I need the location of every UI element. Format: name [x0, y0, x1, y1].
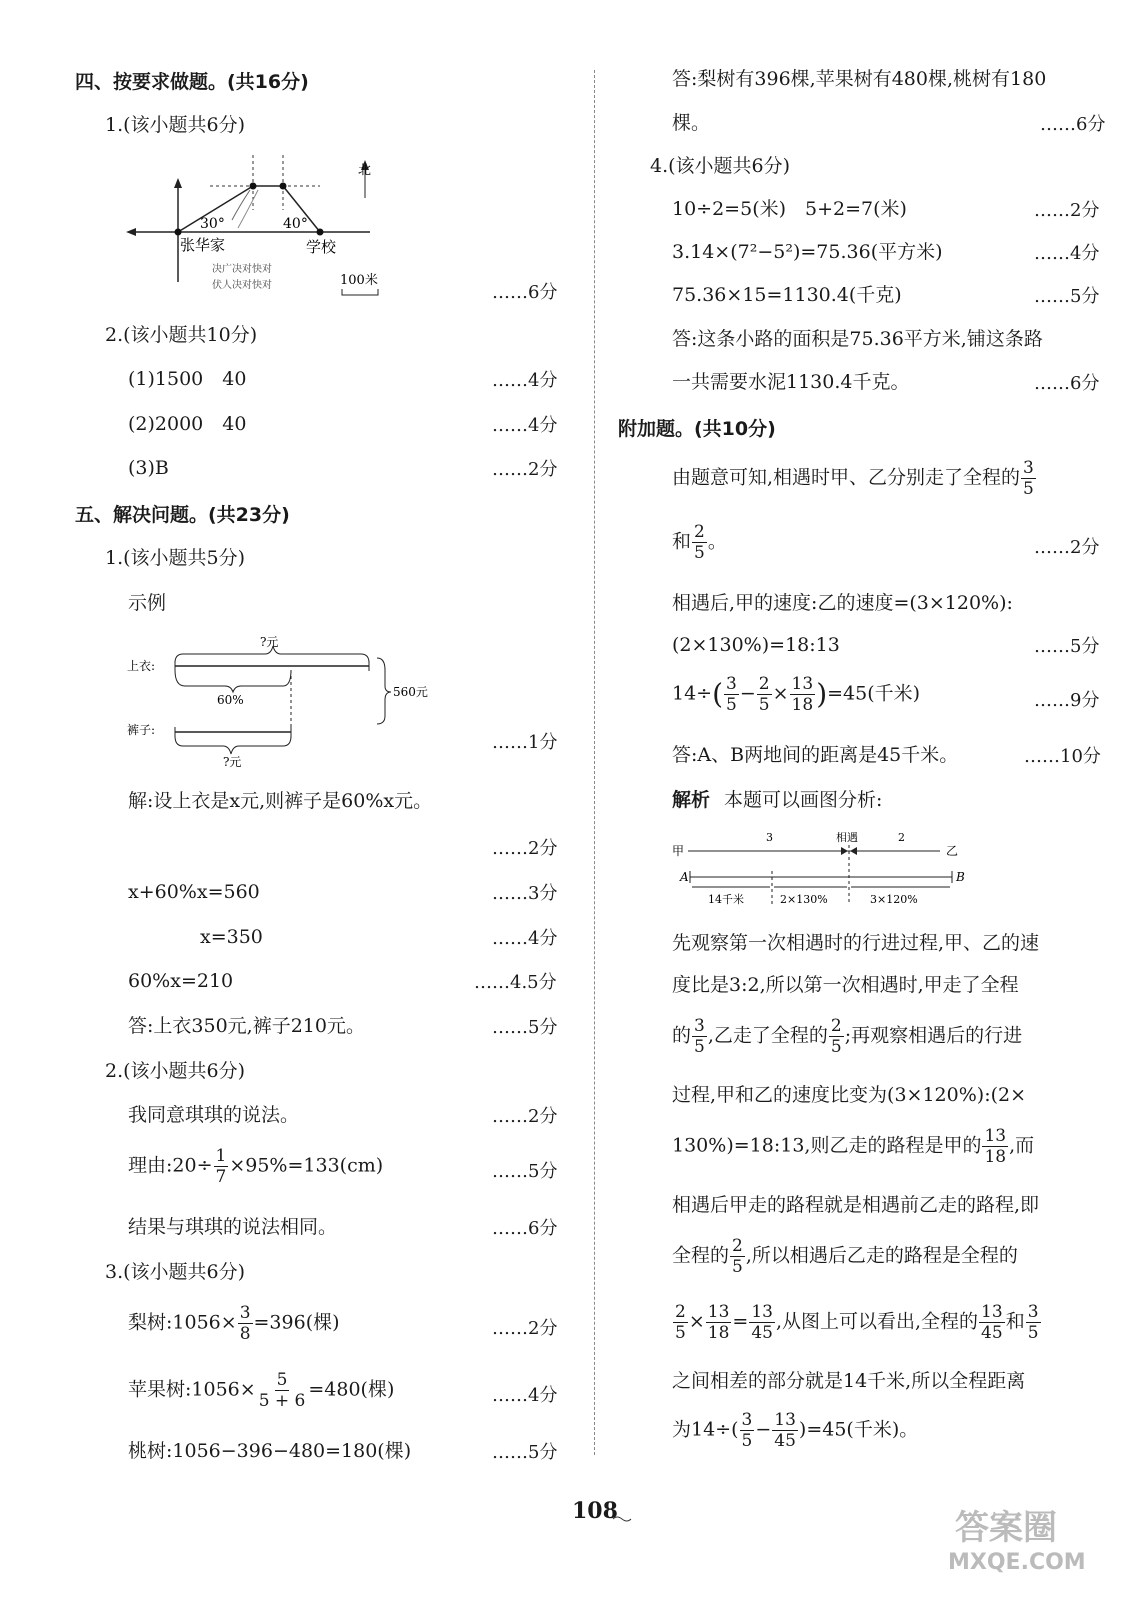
solution-line: 10÷2=5(米) 5+2=7(米) — [672, 198, 907, 220]
segment-2-label: 2 — [898, 831, 905, 844]
segment-3-label: 3 — [766, 831, 773, 844]
solution-line: x+60%x=560 — [128, 881, 260, 903]
q2-row: (3)B — [128, 457, 169, 479]
score-text: ……2分 — [492, 1318, 558, 1339]
bar-model-diagram — [125, 630, 445, 770]
scale-label: 100米 — [340, 273, 378, 288]
analysis-label: 解析 — [672, 789, 711, 811]
score-text: ……6分 — [1040, 114, 1106, 135]
analysis-line: 度比是3:2,所以第一次相遇时,甲走了全程 — [672, 974, 1019, 996]
meeting-diagram — [670, 825, 980, 910]
point-b-label: B — [956, 870, 965, 884]
meet-label: 相遇 — [836, 831, 858, 844]
home-label: 张华家 — [180, 236, 226, 254]
score-text: ……5分 — [492, 1442, 558, 1463]
p3-title: 3.(该小题共6分) — [105, 1261, 246, 1283]
solution-line: 75.36×15=1130.4(千克) — [672, 284, 902, 306]
jia-label: 甲 — [672, 844, 685, 858]
analysis-line: 之间相差的部分就是14千米,所以全程距离 — [672, 1370, 1026, 1392]
solution-line: 结果与琪琪的说法相同。 — [128, 1216, 338, 1238]
q2-row: (1)1500 40 — [128, 368, 247, 390]
solution-line: 3.14×(7²−5²)=75.36(平方米) — [672, 241, 943, 263]
score-text: ……2分 — [492, 838, 558, 859]
solution-line: 解:设上衣是x元,则裤子是60%x元。 — [128, 790, 433, 812]
q2-row-score: ……4分 — [492, 415, 558, 436]
answer-line: 答:上衣350元,裤子210元。 — [128, 1015, 365, 1037]
question-price-label: ?元 — [260, 635, 279, 649]
solution-line: 相遇后,甲的速度:乙的速度=(3×120%): — [672, 592, 1013, 614]
watermark-url: MXQE.COM — [948, 1550, 1086, 1575]
direction-diagram — [120, 150, 420, 300]
percent-label: 60% — [217, 693, 244, 707]
q2-title: 2.(该小题共10分) — [105, 324, 258, 346]
answer-line: 一共需要水泥1130.4千克。 — [672, 371, 910, 393]
answer-line: 棵。 — [672, 112, 711, 134]
analysis-line: 130%)=18:13,则乙走的路程是甲的 $\frac{13}{18}$ ,而 — [672, 1126, 1035, 1167]
solution-line: 14÷( $\frac{3}{5}$ − $\frac{2}{5}$ × $\frac{13}{18}$ )=45(千米) — [672, 674, 921, 715]
p1-title: 1.(该小题共5分) — [105, 547, 246, 569]
segment-130-label: 2×130% — [780, 893, 828, 906]
solution-line: 桃树:1056−396−480=180(棵) — [128, 1440, 412, 1462]
score-text: ……4分 — [1034, 243, 1100, 264]
score-text: ……4分 — [492, 1385, 558, 1406]
distance-14km-label: 14千米 — [708, 893, 744, 906]
total-label: 560元 — [393, 685, 428, 699]
solution-line: 和 $\frac{2}{5}$ 。 — [672, 522, 727, 563]
answer-line: 答:这条小路的面积是75.36平方米,铺这条路 — [672, 328, 1043, 350]
solution-line: 我同意琪琪的说法。 — [128, 1104, 300, 1126]
p4-title: 4.(该小题共6分) — [650, 155, 791, 177]
solution-line: 梨树:1056× $\frac{3}{8}$ =396(棵) — [128, 1303, 340, 1344]
answer-line: 答:梨树有396棵,苹果树有480棵,桃树有180 — [672, 68, 1047, 90]
angle-30-label: 30° — [200, 216, 225, 232]
solution-line: 苹果树:1056× $\frac{5}{5 + 6}$ =480(棵) — [128, 1370, 395, 1411]
solution-line: (2×130%)=18:13 — [672, 634, 840, 656]
analysis-line: 过程,甲和乙的速度比变为(3×120%):(2× — [672, 1084, 1027, 1106]
angle-40-label: 40° — [283, 216, 308, 232]
score-text: ……9分 — [1034, 690, 1100, 711]
section-5-title: 五、解决问题。(共23分) — [75, 504, 290, 526]
score-text: ……6分 — [1034, 373, 1100, 394]
bonus-title: 附加题。(共10分) — [618, 418, 776, 440]
scribble-text: 决广决对快对 — [212, 264, 272, 275]
school-label: 学校 — [306, 238, 337, 256]
score-text: ……2分 — [1034, 200, 1100, 221]
score-text: ……5分 — [1034, 286, 1100, 307]
yi-label: 乙 — [946, 844, 959, 858]
p1-example-label: 示例 — [128, 592, 167, 614]
score-text: ……1分 — [492, 732, 558, 753]
analysis-line: 相遇后甲走的路程就是相遇前乙走的路程,即 — [672, 1194, 1040, 1216]
analysis-line: 的 $\frac{3}{5}$ ,乙走了全程的 $\frac{2}{5}$ ;再观察相遇后的行进 — [672, 1016, 1023, 1057]
q2-row: (2)2000 40 — [128, 413, 247, 435]
score-text: ……4.5分 — [474, 972, 557, 993]
solution-line: 理由:20÷ $\frac{1}{7}$ ×95%=133(cm) — [128, 1146, 384, 1187]
score-text: ……4分 — [492, 928, 558, 949]
analysis-line: 全程的 $\frac{2}{5}$ ,所以相遇后乙走的路程是全程的 — [672, 1236, 1018, 1277]
q2-row-score: ……2分 — [492, 459, 558, 480]
answer-line: 答:A、B两地间的距离是45千米。 — [672, 744, 959, 766]
analysis-line: $\frac{2}{5}$ × $\frac{13}{18}$ = $\frac{13}{45}$ ,从图上可以看出,全程的 $\frac{13}{45}$ 和 $\frac{3}{5}$ — [675, 1302, 1039, 1343]
column-divider — [594, 70, 595, 1455]
q1-title: 1.(该小题共6分) — [105, 114, 246, 136]
score-text: ……5分 — [1034, 636, 1100, 657]
score-text: ……2分 — [492, 1106, 558, 1127]
question-price-label: ?元 — [223, 755, 242, 769]
p2-title: 2.(该小题共6分) — [105, 1060, 246, 1082]
pants-label: 裤子: — [127, 723, 156, 737]
north-label: 北 — [358, 163, 372, 178]
solution-line: x=350 — [200, 926, 263, 948]
solution-line: 由题意可知,相遇时甲、乙分别走了全程的 $\frac{3}{5}$ — [672, 458, 1034, 499]
scribble-text: 伏人决对快对 — [212, 280, 272, 291]
q1-score: ……6分 — [492, 282, 558, 303]
analysis-line: 为14÷( $\frac{3}{5}$ − $\frac{13}{45}$ )=45(千米)。 — [672, 1410, 919, 1451]
q2-row-score: ……4分 — [492, 370, 558, 391]
watermark-logo: 答案圈 — [955, 1508, 1057, 1548]
shirt-label: 上衣: — [127, 659, 156, 673]
solution-line: 60%x=210 — [128, 970, 234, 992]
score-text: ……3分 — [492, 883, 558, 904]
page-number: 108 — [572, 1498, 618, 1524]
score-text: ……10分 — [1024, 746, 1101, 767]
analysis-line: 先观察第一次相遇时的行进过程,甲、乙的速 — [672, 932, 1040, 954]
score-text: ……5分 — [492, 1161, 558, 1182]
section-4-title: 四、按要求做题。(共16分) — [75, 71, 309, 93]
segment-120-label: 3×120% — [870, 893, 918, 906]
wave-ornament — [612, 1514, 632, 1524]
score-text: ……5分 — [492, 1017, 558, 1038]
point-a-label: A — [680, 870, 689, 884]
analysis-line: 解析 本题可以画图分析: — [672, 789, 883, 811]
score-text: ……2分 — [1034, 537, 1100, 558]
score-text: ……6分 — [492, 1218, 558, 1239]
